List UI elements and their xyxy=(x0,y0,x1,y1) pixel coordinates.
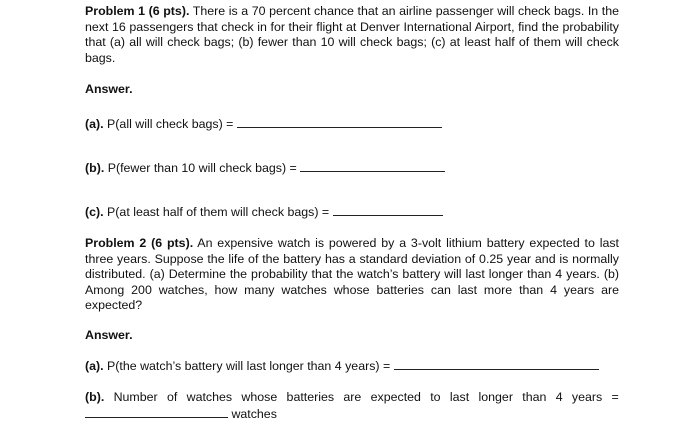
problem-2-part-b-word: longer xyxy=(478,390,513,404)
problem-2-text: An expensive watch is powered by a 3-volt lithium battery expected to last three years. Suppose the life of the battery has a standard deviation of 0.25 year and is normally distributed. (a) Determine the probability that the watch’s battery will last longer than 4 years. (b) Among 200 watches, how many watches whose batteries can last more than 4 years are expected? xyxy=(85,236,620,313)
problem-2-part-b-word: years xyxy=(571,390,603,404)
problem-2-part-b-word: than xyxy=(522,390,547,404)
problem-2-part-b-unit: watches xyxy=(228,406,277,421)
problem-2-part-b-word: watches xyxy=(186,390,233,404)
problem-1-part-c-label: (c). xyxy=(85,205,104,219)
problem-2-statement xyxy=(85,236,619,314)
problem-1-part-b-text: P(fewer than 10 will check bags) = xyxy=(104,161,301,175)
problem-2-part-b xyxy=(85,390,619,422)
problem-2-part-b-word: = xyxy=(611,390,619,404)
problem-2-part-b-word: of xyxy=(166,390,178,404)
problem-2-part-a-answer-blank[interactable] xyxy=(394,358,599,370)
problem-1-label: Problem 1 (6 pts). xyxy=(85,4,190,18)
problem-2-part-a xyxy=(85,358,599,375)
problem-2-label: Problem 2 (6 pts). xyxy=(85,236,194,250)
problem-2-part-b-word: to xyxy=(430,390,441,404)
problem-1-part-b-label: (b). xyxy=(85,161,105,175)
problem-2-part-b-word: batteries xyxy=(286,390,335,404)
problem-2-part-b-word: whose xyxy=(241,390,278,404)
problem-1-part-c xyxy=(85,204,443,221)
problem-2-part-a-label: (a). xyxy=(85,359,104,373)
problem-1-part-a-answer-blank[interactable] xyxy=(237,116,442,128)
problem-1-part-c-answer-blank[interactable] xyxy=(333,204,443,216)
problem-1-part-c-text: P(at least half of them will check bags) = xyxy=(103,205,333,219)
problem-1-answer-heading: Answer. xyxy=(85,82,133,96)
problem-2-part-a-text: P(the watch’s battery will last longer than 4 years) = xyxy=(103,359,394,373)
problem-2-part-b-word: 4 xyxy=(555,390,563,404)
problem-2-part-b-word: last xyxy=(449,390,470,404)
problem-1-text: There is a 70 percent chance that an airline passenger will check bags. In the next 16 passengers that check in for their flight at Denver International Airport, find the probability that (a) all will check bags; (b) fewer than 10 will check bags; (c) at least half of them will check bags. xyxy=(85,4,619,65)
problem-2-part-b-answer-line xyxy=(85,406,619,423)
problem-2-part-b-word: Number xyxy=(113,390,158,404)
problem-1-part-a-label: (a). xyxy=(85,117,104,131)
problem-1-part-a xyxy=(85,116,442,133)
problem-1-part-b-answer-blank[interactable] xyxy=(300,160,445,172)
problem-2-part-b-word: expected xyxy=(370,390,421,404)
problem-1-part-b xyxy=(85,160,445,177)
problem-2-part-b-label: (b). xyxy=(85,390,105,404)
problem-2-answer-heading: Answer. xyxy=(85,328,133,342)
problem-2-part-b-line xyxy=(85,390,619,406)
problem-2-part-b-answer-blank[interactable] xyxy=(85,406,228,418)
problem-1-statement xyxy=(85,4,619,66)
problem-1-part-a-text: P(all will check bags) = xyxy=(103,117,237,131)
problem-2-part-b-word: are xyxy=(343,390,362,404)
